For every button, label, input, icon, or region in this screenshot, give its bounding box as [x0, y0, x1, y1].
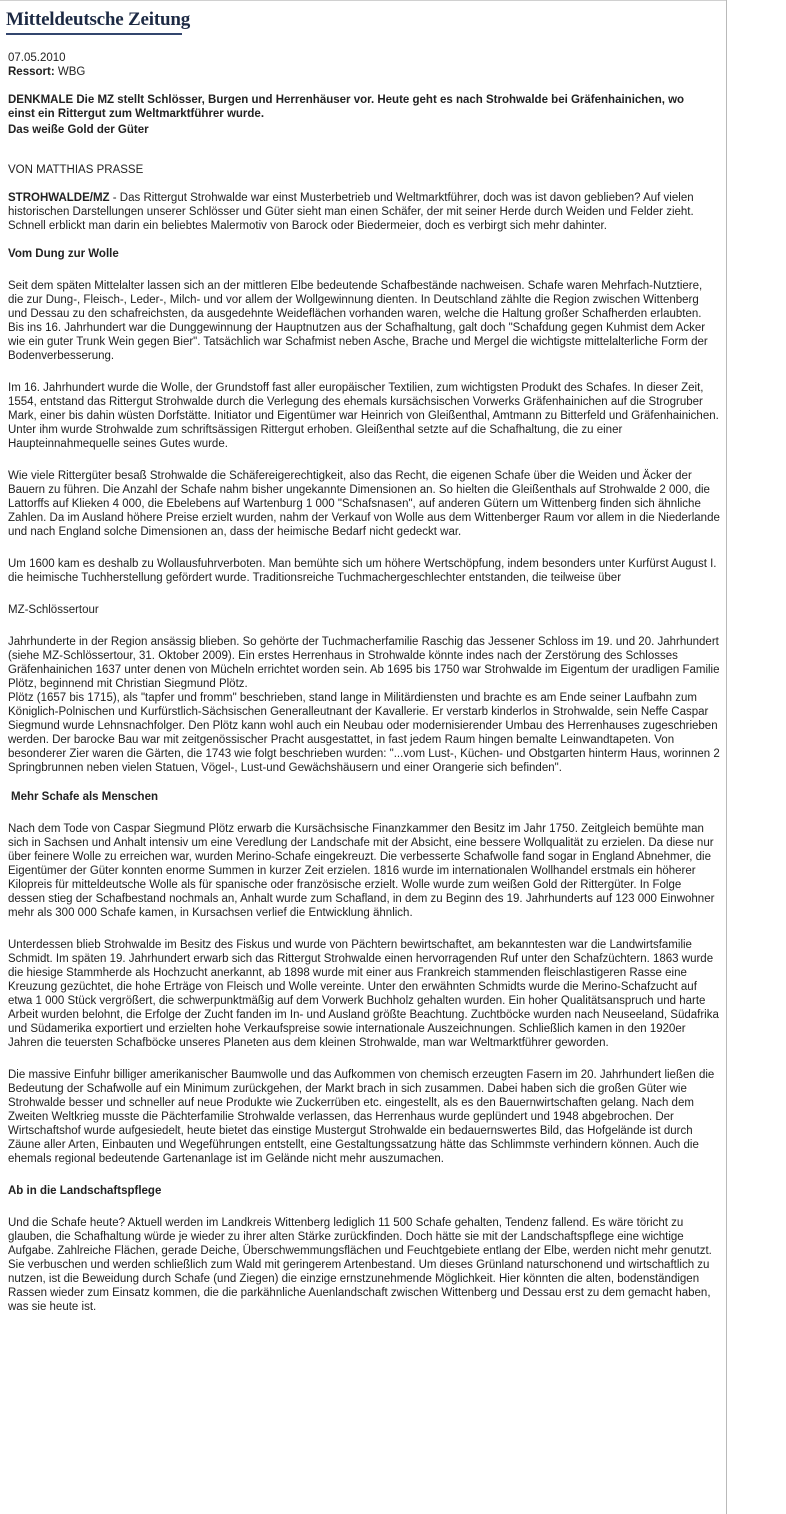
paragraph-1: Seit dem späten Mittelalter lassen sich an der mittleren Elbe bedeutende Schafbestände nachweisen. Schafe waren Mehrfach-Nutztiere, die zur Dung-, Fleisch-, Leder-, Milch- und vor allem der Wollgewinnung dienten. In Deutschland zählte die Region zwischen Wittenberg und Dessau zu den schafreichsten, da ausgedehnte Weideflächen vorhanden waren, welche die Haltung großer Schafherden erlaubten. Bis ins 16. Jahrhundert war die Dunggewinnung der Hauptnutzen aus der Schafhaltung, galt doch "Schafdung gegen Kuhmist dem Acker wie ein guter Trunk Wein gegen Bier". Tatsächlich war Schafmist neben Asche, Brache und Mergel die wichtigste mittelalterliche Form der Bodenverbesserung.: [8, 280, 708, 362]
tour-label: MZ-Schlössertour: [8, 604, 99, 616]
subheading-schafe: Mehr Schafe als Menschen: [11, 791, 158, 803]
article-headline: Das weiße Gold der Güter: [8, 124, 149, 136]
paragraph-8: Unterdessen blieb Strohwalde im Besitz des Fiskus und wurde von Pächtern bewirtschaftet, am bekanntesten war die Landwirtsfamilie Schmidt. Im späten 19. Jahrhundert erwarb sich das Rittergut Strohwalde einen hervorragenden Ruf unter den Schafzüchtern. 1863 wurde die hiesige Stammherde als Hochzucht anerkannt, ab 1898 wurde mit einer aus Frankreich stammenden fleischlastigeren Rasse eine Kreuzung gezüchtet, die hohe Erträge von Fleisch und Wolle vereinte. Unter den erwähnten Schmidts wurde die Merino-Schafzucht auf etwa 1 000 Stück vergrößert, die schwerpunktmäßig auf dem Vorwerk Buchholz gehalten wurden. Ein hoher Qualitätsanspruch und harte Arbeit wurden belohnt, die Erfolge der Zucht fanden im In- und Ausland größte Beachtung. Zuchtböcke wurden nach Neuseeland, Südafrika und Südamerika exportiert und erzielten hohe Verkaufspreise sowie internationale Auszeichnungen. Schließlich kamen in den 1920er Jahren die teuersten Schafböcke unseres Planeten aus dem kleinen Strohwalde, man war Weltmarktführer geworden.: [8, 939, 719, 1049]
ressort-label: Ressort:: [8, 66, 55, 78]
subheading-dung: Vom Dung zur Wolle: [8, 248, 119, 260]
paragraph-5: Jahrhunderte in der Region ansässig blieben. So gehörte der Tuchmacherfamilie Raschig das Jessener Schloss im 19. und 20. Jahrhundert (siehe MZ-Schlössertour, 31. Oktober 2009). Ein erstes Herrenhaus in Strohwalde könnte indes nach der Zerstörung des Schlosses Gräfenhainichen 1637 unter denen von Mücheln errichtet worden sein. Ab 1695 bis 1750 war Strohwalde im Eigentum der uradligen Familie Plötz, beginnend mit Christian Siegmund Plötz.: [8, 636, 720, 690]
intro-paragraph: [8, 191, 720, 233]
article-lead: DENKMALE Die MZ stellt Schlösser, Burgen und Herrenhäuser vor. Heute geht es nach Strohwalde bei Gräfenhainichen, wo einst ein Rittergut zum Weltmarktführer wurde.: [8, 94, 685, 120]
article-ressort: [8, 65, 720, 79]
right-border: [726, 0, 727, 1514]
paragraph-6: Plötz (1657 bis 1715), als "tapfer und fromm" beschrieben, stand lange in Militärdiensten und brachte es am Ende seiner Laufbahn zum Königlich-Polnischen und Kurfürstlich-Sächsischen Generalleutnant der Kavallerie. Er verstarb kinderlos in Strohwalde, sein Neffe Caspar Siegmund wurde Lehnsnachfolger. Den Plötz kann wohl auch ein Neubau oder modernisierender Umbau des Herrenhauses zugeschrieben werden. Der barocke Bau war mit zeitgenössischer Pracht ausgestattet, in fast jedem Raum hingen bemalte Leinwandtapeten. Von besonderer Zier waren die Gärten, die 1743 wie folgt beschrieben wurden: "...vom Lust-, Küchen- und Obstgarten hinterm Haus, worinnen 2 Springbrunnen neben vielen Statuen, Vögel-, Lust-und Gewächshäusern und einer Orangerie sich befinden".: [8, 692, 720, 774]
masthead: Mitteldeutsche Zeitung: [6, 9, 190, 30]
paragraph-9: Die massive Einfuhr billiger amerikanischer Baumwolle und das Aufkommen von chemisch erzeugten Fasern im 20. Jahrhundert ließen die Bedeutung der Schafwolle auf ein Minimum zurückgehen, der Markt brach in sich zusammen. Dabei haben sich die großen Güter wie Strohwalde besser und schneller auf neue Produkte wie Zuckerrüben etc. eingestellt, als es den Bauernwirtschaften gelang. Nach dem Zweiten Weltkrieg musste die Pächterfamilie Strohwalde verlassen, das Herrenhaus wurde geplündert und 1948 abgebrochen. Der Wirtschaftshof wurde aufgesiedelt, heute bietet das einstige Mustergut Strohwalde ein bedauernswertes Bild, das Hofgelände ist durch Zäune aller Arten, Einbauten und Wegeführungen entstellt, eine Gestaltungssatzung hätte das Schlimmste verhindern können. Auch die ehemals regional bedeutende Gartenanlage ist im Gelände nicht mehr auszumachen.: [8, 1069, 715, 1165]
top-border: [0, 0, 727, 1]
masthead-underline: [6, 33, 182, 35]
ressort-value: WBG: [54, 66, 86, 78]
paragraph-7: Nach dem Tode von Caspar Siegmund Plötz erwarb die Kursächsische Finanzkammer den Besitz im Jahr 1750. Zeitgleich bemühte man sich in Sachsen und Anhalt intensiv um eine Veredlung der Landschafe mit der Absicht, eine bessere Wollqualität zu erzielen. Da diese nur über feinere Wolle zu erreichen war, wurden Merino-Schafe eingekreuzt. Die verbesserte Schafwolle fand sogar in England Abnehmer, die Eigentümer der Güter konnten enorme Summen in kurzer Zeit erzielen. 1816 wurde im internationalen Wollhandel erstmals ein höherer Kilopreis für mitteldeutsche Wolle als für spanische oder französische erzielt. Wolle wurde zum weißen Gold der Rittergüter. In Folge dessen stieg der Schafbestand nochmals an, Anhalt wurde zum Schafland, in dem zu Beginn des 19. Jahrhunderts auf 123 000 Einwohner mehr als 300 000 Schafe kamen, in Kursachsen verlief die Entwicklung ähnlich.: [8, 823, 715, 919]
paragraph-2: Im 16. Jahrhundert wurde die Wolle, der Grundstoff fast aller europäischer Textilien, zum wichtigsten Produkt des Schafes. In dieser Zeit, 1554, entstand das Rittergut Strohwalde durch die Verlegung des ehemals kursächsischen Vorwerks Gräfenhainichen auf die Strogruber Mark, einer bis dahin wüsten Dorfstätte. Initiator und Eigentümer war Heinrich von Gleißenthal, Amtmann zu Bitterfeld und Gräfenhainichen. Unter ihm wurde Strohwalde zum schriftsässigen Rittergut erhoben. Gleißenthal setzte auf die Schafhaltung, die zu einer Haupteinnahmequelle seines Gutes wurde.: [8, 382, 719, 450]
paragraph-4: Um 1600 kam es deshalb zu Wollausfuhrverboten. Man bemühte sich um höhere Wertschöpfung, indem besonders unter Kurfürst August I. die heimische Tuchherstellung gefördert wurde. Traditionsreiche Tuchmachergeschlechter entstanden, die teilweise über: [8, 558, 717, 584]
subheading-landschaft: Ab in die Landschaftspflege: [8, 1185, 162, 1197]
intro-text: - Das Rittergut Strohwalde war einst Musterbetrieb und Weltmarktführer, doch was ist davon geblieben? Auf vielen historischen Darstellungen unserer Schlösser und Güter sieht man einen Schäfer, der mit seiner Herde durch Weiden und Felder zieht. Schnell erblickt man darin ein beliebtes Malermotiv von Barock oder Biedermeier, doch es verbirgt sich mehr dahinter.: [8, 192, 694, 232]
paragraph-10: Und die Schafe heute? Aktuell werden im Landkreis Wittenberg lediglich 11 500 Schafe gehalten, Tendenz fallend. Es wäre töricht zu glauben, die Schafhaltung würde je wieder zu ihrer alten Stärke zurückfinden. Doch hätte sie mit der Landschaftspflege eine wichtige Aufgabe. Zahlreiche Flächen, gerade Deiche, Überschwemmungsflächen und Feuchtgebiete entlang der Elbe, werden nicht mehr genutzt. Sie verbuschen und werden schließlich zum Wald mit geringerem Artenbestand. Um dieses Grünland naturschonend und wirtschaftlich zu nutzen, ist die Beweidung durch Schafe (und Ziegen) die einzige ernstzunehmende Möglichkeit. Hier könnten die alten, bodenständigen Rassen wieder zum Einsatz kommen, die die parkähnliche Auenlandschaft zwischen Wittenberg und Dessau erst zu dem gemacht haben, was sie heute ist.: [8, 1217, 712, 1313]
article-body: [8, 51, 720, 1314]
dateline: STROHWALDE/MZ: [8, 192, 110, 204]
article-author: VON MATTHIAS PRASSE: [8, 164, 144, 176]
paragraph-3: Wie viele Rittergüter besaß Strohwalde die Schäfereigerechtigkeit, also das Recht, die eigenen Schafe über die Weiden und Äcker der Bauern zu führen. Die Anzahl der Schafe nahm bisher ungekannte Dimensionen an. So hielten die Gleißenthals auf Strohwalde 2 000, die Lattorffs auf Klieken 4 000, die Ebelebens auf Wartenburg 1 000 "Schafsnasen", auf anderen Gütern um Wittenberg finden sich ähnliche Zahlen. Da im Ausland höhere Preise erzielt wurden, nahm der Verkauf von Wolle aus dem Wittenberger Raum vor allem in die Niederlande und nach England solche Dimensionen an, dass der heimische Bedarf nicht gedeckt war.: [8, 470, 720, 538]
article-date: 07.05.2010: [8, 52, 66, 64]
